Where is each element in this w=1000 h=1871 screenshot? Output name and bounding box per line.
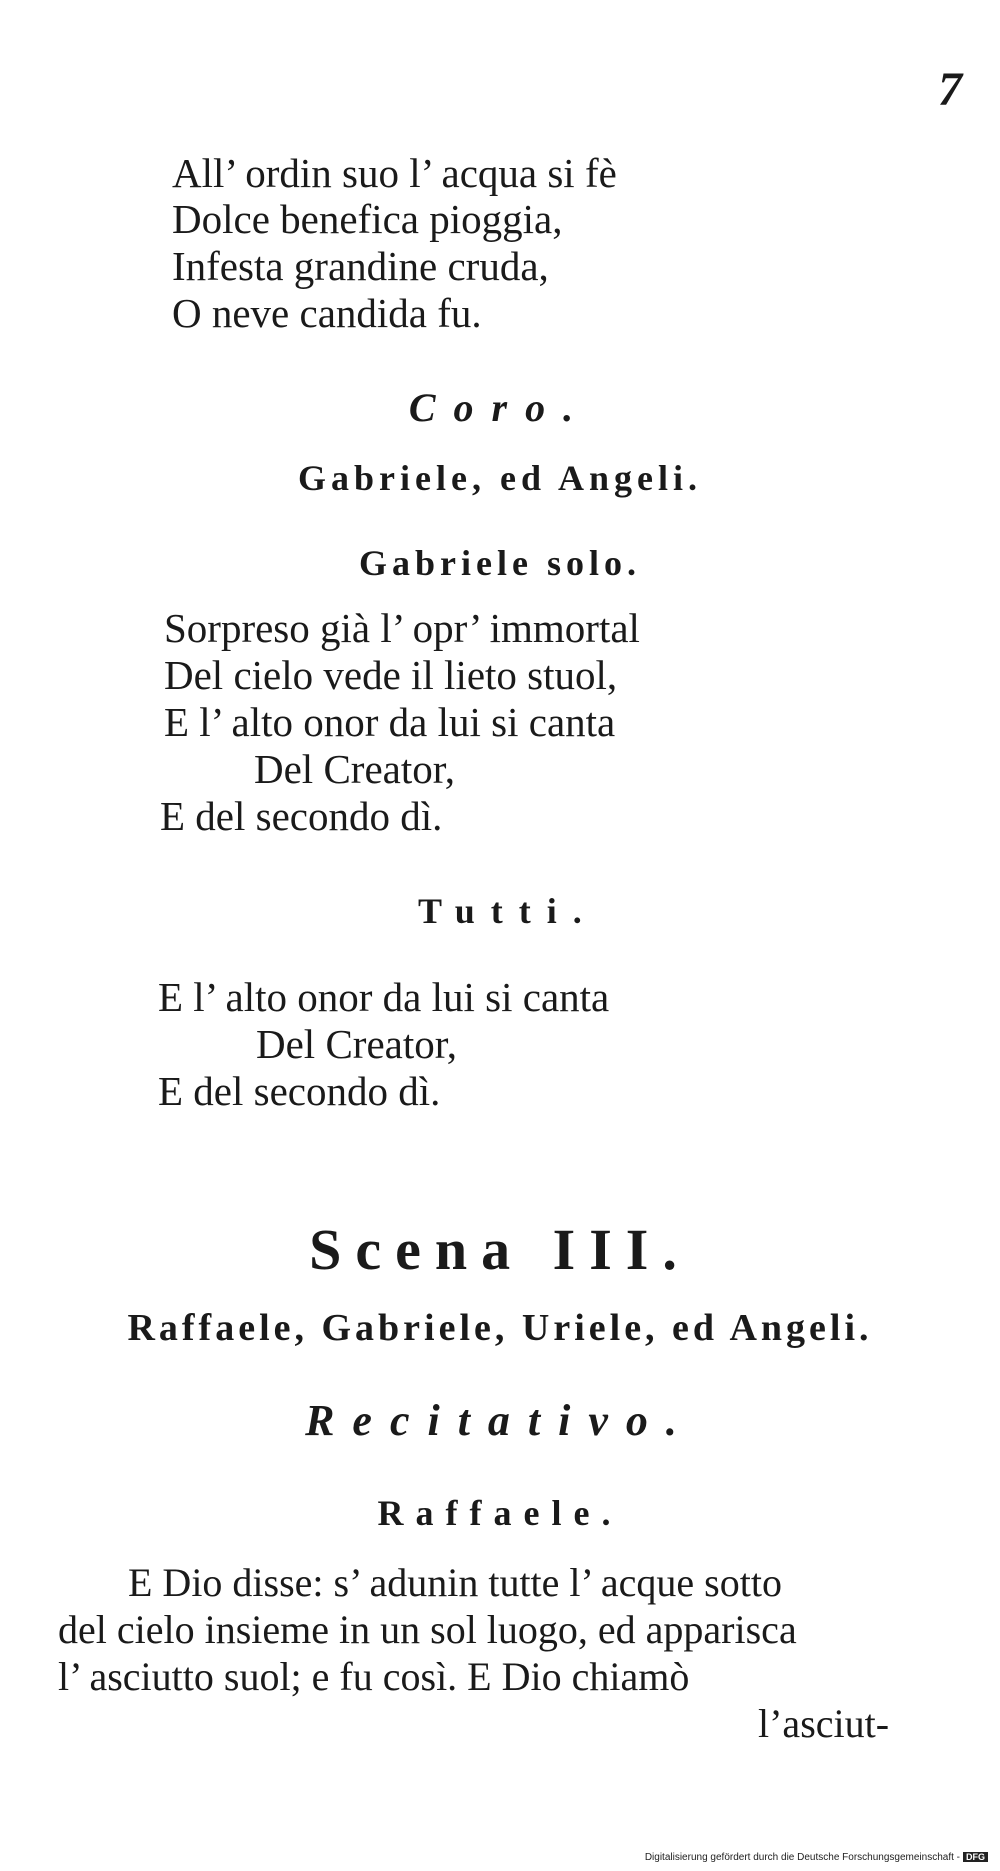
prose-line: E Dio disse: s’ adunin tutte l’ acque sotto: [128, 1560, 782, 1605]
digitization-footer: [645, 1852, 988, 1863]
verse-line: E l’ alto onor da lui si canta: [164, 699, 616, 745]
coro-cast: Gabriele, ed Angeli.: [298, 458, 702, 498]
verse-line: Del cielo vede il lieto stuol,: [164, 652, 618, 698]
scena-cast: Raffaele, Gabriele, Uriele, ed Angeli.: [127, 1307, 873, 1349]
raffaele-heading: Raffaele.: [377, 1493, 623, 1533]
verse-line: Infesta grandine cruda,: [172, 243, 549, 289]
coro-heading: Coro.: [408, 385, 592, 430]
verse-line: All’ ordin suo l’ acqua si fè: [172, 150, 617, 196]
prose-line: l’ asciutto suol; e fu così. E Dio chiamò: [58, 1654, 690, 1699]
verse-line: E del secondo dì.: [158, 1068, 441, 1114]
footer-text: Digitalisierung gefördert durch die Deutsche Forschungsgemeinschaft -: [644, 1852, 960, 1863]
recitativo-heading: Recitativo.: [305, 1396, 695, 1445]
page-number: 7: [938, 63, 962, 116]
prose-line: del cielo insieme in un sol luogo, ed apparisca: [58, 1607, 797, 1652]
verse-line: Del Creator,: [256, 1021, 457, 1067]
scena-heading: Scena III.: [309, 1217, 691, 1282]
verse-line: O neve candida fu.: [172, 290, 482, 336]
verse-line: E l’ alto onor da lui si canta: [158, 974, 610, 1020]
dfg-logo: DFG: [963, 1852, 988, 1862]
verse-line: Sorpreso già l’ opr’ immortal: [164, 605, 640, 651]
verse-line: Del Creator,: [254, 746, 455, 792]
catchword: l’asciut-: [758, 1701, 890, 1746]
verse-line: Dolce benefica pioggia,: [172, 196, 563, 242]
gabriele-solo-heading: Gabriele solo.: [359, 543, 641, 583]
verse-line: E del secondo dì.: [160, 793, 443, 839]
tutti-heading: Tutti.: [418, 891, 598, 931]
